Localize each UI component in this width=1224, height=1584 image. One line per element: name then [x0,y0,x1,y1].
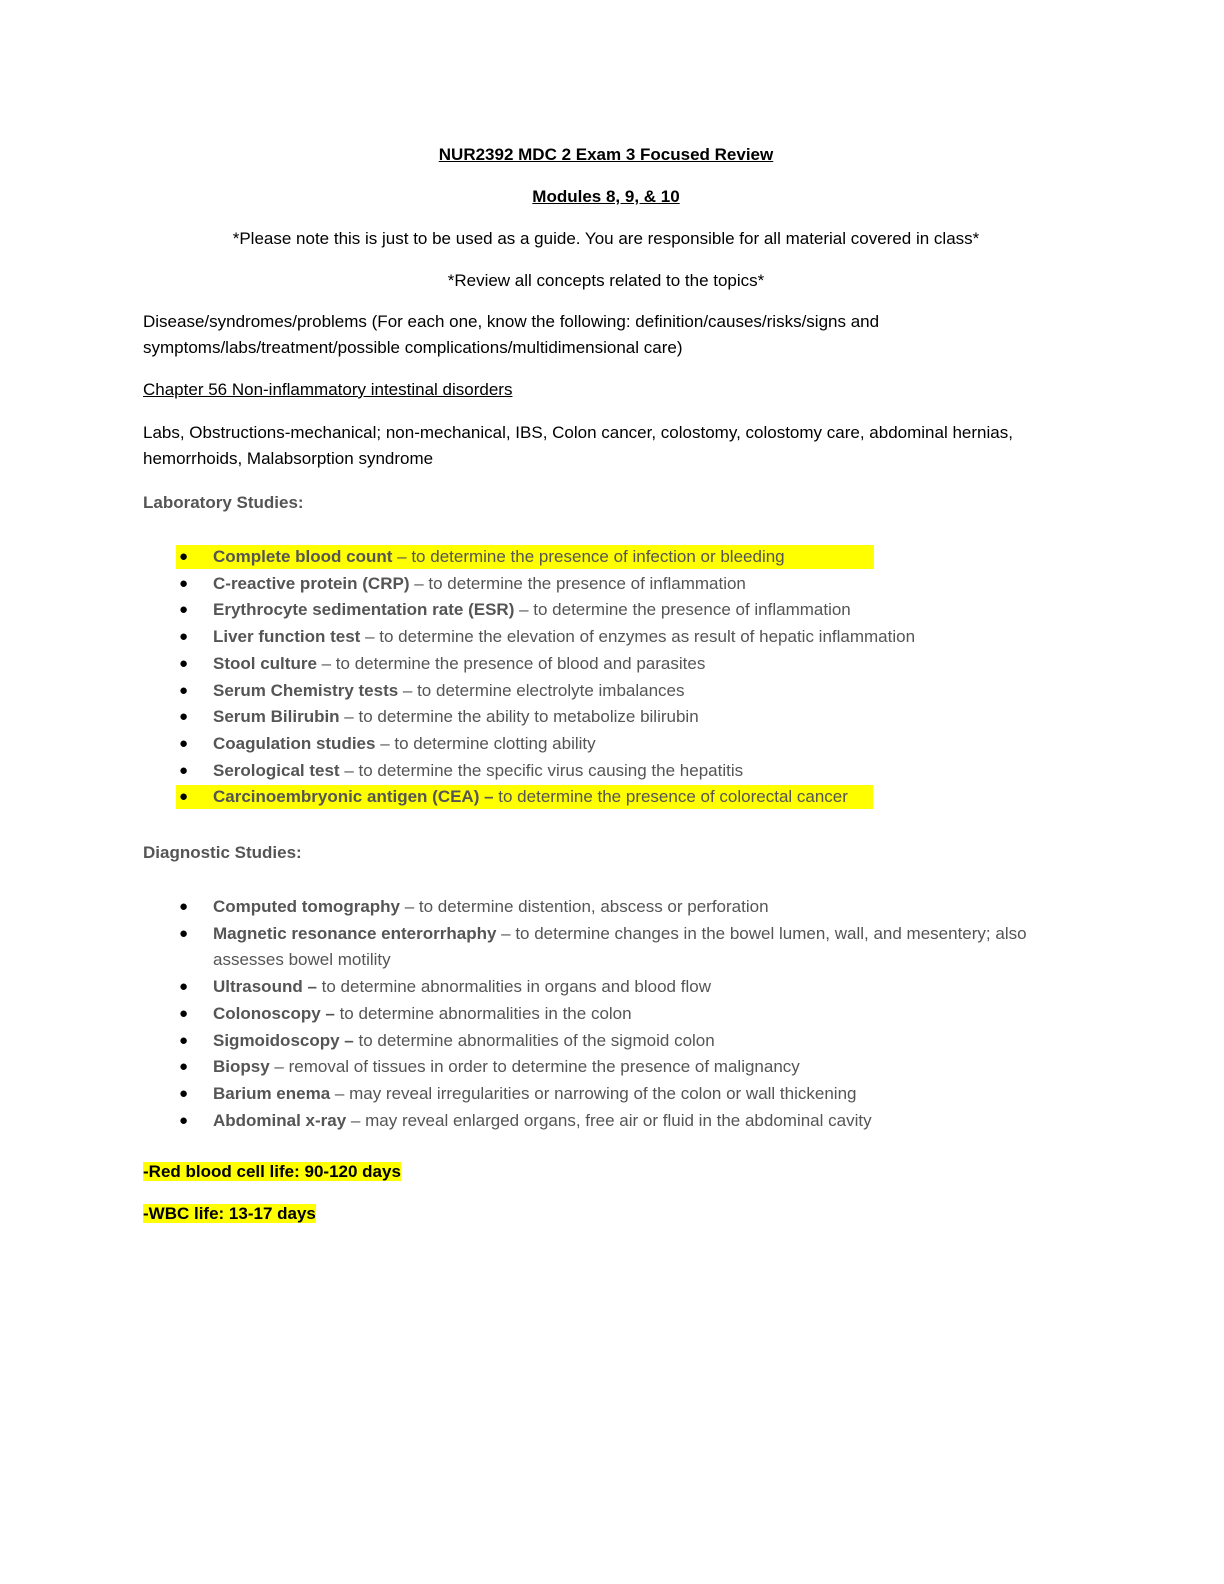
chapter-heading: Chapter 56 Non-inflammatory intestinal disorders [143,380,513,399]
bullet-icon: ● [179,548,189,565]
list-item: ● Sigmoidoscopy – to determine abnormalities of the sigmoid colon [143,1028,1069,1055]
bullet-icon: ● [179,654,189,672]
list-item: ● Coagulation studies – to determine clotting ability [143,731,1069,758]
bullet-icon: ● [179,924,189,942]
bullet-icon: ● [179,1004,189,1022]
bullet-icon: ● [179,898,189,915]
bullet-icon: ● [179,628,189,646]
document-title: NUR2392 MDC 2 Exam 3 Focused Review [438,145,774,164]
lab-studies-list [143,544,1069,811]
list-item: ● Erythrocyte sedimentation rate (ESR) – to determine the presence of inflammation [143,597,1069,624]
bullet-icon: ● [179,978,189,996]
list-item: ● Serum Chemistry tests – to determine electrolyte imbalances [143,678,1069,705]
list-item: ● Ultrasound – to determine abnormalities in organs and blood flow [143,974,1069,1001]
list-item: ● Abdominal x-ray – may reveal enlarged organs, free air or fluid in the abdominal cavity [143,1108,1069,1135]
bullet-icon: ● [179,1111,189,1129]
list-item: ● Biopsy – removal of tissues in order to determine the presence of malignancy [143,1054,1069,1081]
bullet-icon: ● [179,601,189,619]
review-note: *Review all concepts related to the topics* [447,271,765,290]
bullet-icon: ● [179,1084,189,1102]
modules-heading: Modules 8, 9, & 10 [532,187,680,206]
bullet-icon: ● [179,1058,189,1076]
list-item: ● C-reactive protein (CRP) – to determine the presence of inflammation [143,571,1069,598]
list-item: ● Carcinoembryonic antigen (CEA) – to determine the presence of colorectal cancer [143,784,1069,811]
bullet-icon: ● [179,708,189,726]
list-item: ● Computed tomography – to determine distention, abscess or perforation [143,894,1069,921]
wbc-life-note: -WBC life: 13-17 days [143,1204,316,1223]
rbc-life-note: -Red blood cell life: 90-120 days [143,1162,401,1181]
list-item: ● Complete blood count – to determine the presence of infection or bleeding [143,544,1069,571]
guide-note: *Please note this is just to be used as a guide. You are responsible for all material covered in class* [232,229,980,248]
intro-paragraph: Disease/syndromes/problems (For each one, know the following: definition/causes/risks/signs and symptoms/labs/treatment/possible complications/multidimensional care) [143,312,880,357]
topics-paragraph: Labs, Obstructions-mechanical; non-mechanical, IBS, Colon cancer, colostomy, colostomy care, abdominal hernias, hemorrhoids, Malabsorption syndrome [143,423,1013,468]
bullet-icon: ● [179,681,189,699]
bullet-icon: ● [179,761,189,779]
lab-studies-heading: Laboratory Studies: [143,493,304,512]
list-item: ● Liver function test – to determine the elevation of enzymes as result of hepatic inflammation [143,624,1069,651]
bullet-icon: ● [179,1031,189,1049]
bullet-icon: ● [179,734,189,752]
bullet-icon: ● [179,788,189,806]
bullet-icon: ● [179,574,189,592]
list-item: ● Barium enema – may reveal irregularities or narrowing of the colon or wall thickening [143,1081,1069,1108]
list-item: ● Serological test – to determine the specific virus causing the hepatitis [143,758,1069,785]
document-page [143,0,1083,1584]
list-item: ● Colonoscopy – to determine abnormalities in the colon [143,1001,1069,1028]
list-item: ● Magnetic resonance enterorrhaphy – to determine changes in the bowel lumen, wall, and mesentery; also assesses bowel motility [143,921,1069,974]
list-item: ● Stool culture – to determine the presence of blood and parasites [143,651,1069,678]
diagnostic-studies-list [143,894,1069,1134]
list-item: ● Serum Bilirubin – to determine the ability to metabolize bilirubin [143,704,1069,731]
diagnostic-studies-heading: Diagnostic Studies: [143,843,302,862]
